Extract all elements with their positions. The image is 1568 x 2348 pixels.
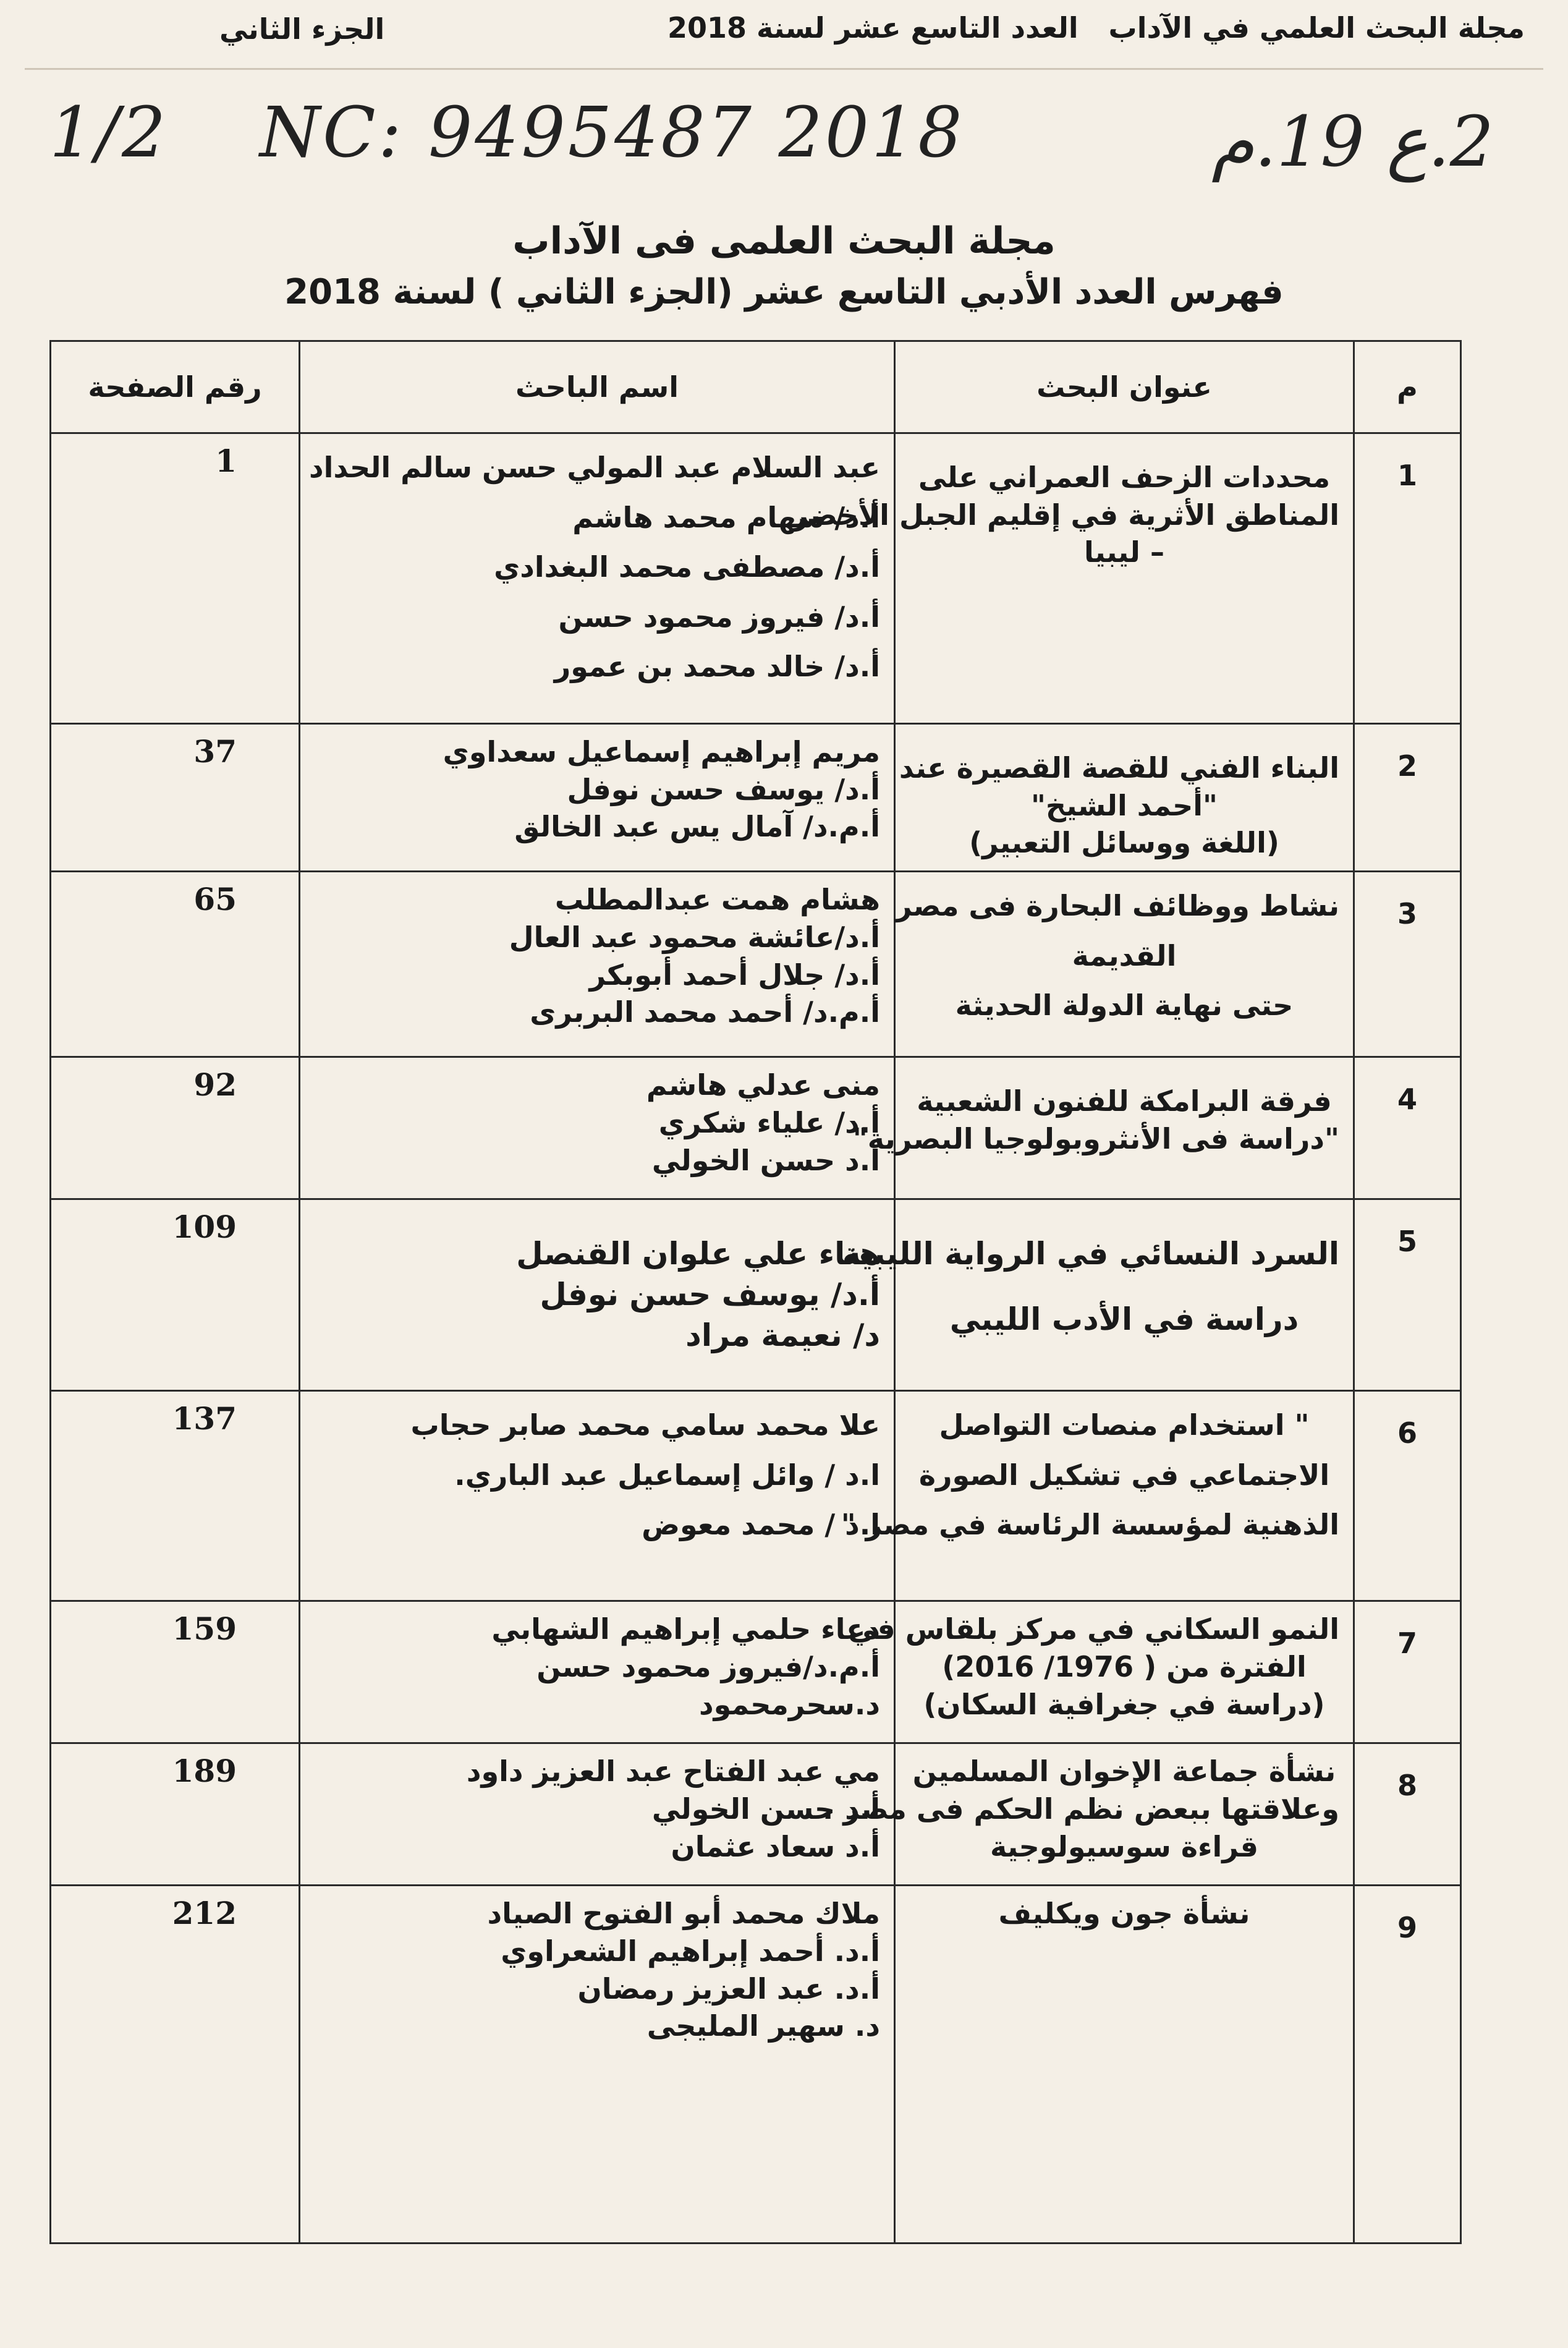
paper-authors [300, 1601, 895, 1743]
author-line: أ.د/ مصطفى محمد البغدادي [494, 550, 880, 584]
page-number: 212 [51, 1886, 300, 2244]
table-row [51, 1199, 1461, 1391]
title-line: – ليبيا [1084, 535, 1164, 569]
title-line: (اللغة ووسائل التعبير) [969, 826, 1279, 860]
handwritten-fraction: 1/2 [49, 93, 169, 173]
author-line: أ.م.د/فيروز محمود حسن [536, 1649, 880, 1683]
title-line: قراءة سوسيولوجية [990, 1829, 1259, 1863]
title-line: القديمة [1072, 938, 1177, 972]
table-row [51, 1743, 1461, 1886]
title-line: النمو السكاني في مركز بلقاس في [848, 1612, 1339, 1646]
header-number: م [1354, 341, 1461, 433]
title-line: "دراسة فى الأنثروبولوجيا البصرية" [852, 1121, 1339, 1155]
row-number: 5 [1354, 1199, 1461, 1391]
author-line: أ.د/ خالد محمد بن عمور [554, 650, 880, 683]
paper-authors [300, 1199, 895, 1391]
author-line: مريم إبراهيم إسماعيل سعداوي [443, 735, 880, 768]
paper-title [792, 433, 1354, 724]
title-line: دراسة في الأدب الليبي [949, 1301, 1299, 1338]
paper-authors [300, 724, 895, 872]
row-number: 9 [1354, 1886, 1461, 2244]
running-header-part: الجزء الثاني [219, 12, 385, 46]
title-line: فرقة البرامكة للفنون الشعبية [917, 1084, 1332, 1118]
author-line: أ.د حسن الخولي [651, 1792, 880, 1826]
author-line: د/ نعيمة مراد [685, 1317, 880, 1354]
author-line: أ.د. أحمد إبراهيم الشعراوي [501, 1934, 880, 1968]
row-number: 7 [1354, 1601, 1461, 1743]
paper-title [841, 1391, 1354, 1601]
header-authors: اسم الباحث [300, 341, 895, 433]
paper-authors [300, 1886, 895, 2244]
paper-title [895, 1886, 1354, 2244]
paper-authors [300, 1391, 895, 1601]
author-line: هناء علي علوان القنصل [516, 1236, 880, 1272]
author-line: عبد السلام عبد المولي حسن سالم الحداد [309, 451, 880, 484]
table-row [51, 1601, 1461, 1743]
table-row [51, 872, 1461, 1057]
author-line: أ.د. عبد العزيز رمضان [577, 1972, 880, 2006]
paper-authors [300, 872, 895, 1057]
title-line: الذهنية لمؤسسة الرئاسة في مصر " [841, 1508, 1339, 1542]
row-number: 2 [1354, 724, 1461, 872]
page-number: 1 [51, 433, 300, 724]
paper-title [822, 1743, 1354, 1886]
author-line: د.سحرمحمود [698, 1687, 880, 1721]
title-line: نشاط ووظائف البحارة فى مصر [896, 889, 1339, 923]
paper-title [895, 872, 1354, 1057]
author-line: علا محمد سامي محمد صابر حجاب [410, 1408, 880, 1442]
author-line: هشام همت عبدالمطلب [554, 883, 880, 917]
title-line: السرد النسائي في الرواية الليبية [842, 1236, 1339, 1272]
author-line: أ.د سعاد عثمان [671, 1829, 880, 1863]
author-line: مي عبد الفتاح عبد العزيز داود [466, 1755, 880, 1789]
row-number: 3 [1354, 872, 1461, 1057]
header-title: عنوان البحث [895, 341, 1354, 433]
page-number: 92 [51, 1057, 300, 1199]
author-line: أ.م.د/ أحمد محمد البربرى [530, 995, 880, 1029]
index-title: فهرس العدد الأدبي التاسع عشر (الجزء الثاني ) لسنة 2018 [284, 272, 1284, 312]
row-number: 4 [1354, 1057, 1461, 1199]
title-line: نشأة جماعة الإخوان المسلمين [912, 1755, 1336, 1789]
page-number: 159 [51, 1601, 300, 1743]
running-header-journal: مجلة البحث العلمي في الآداب [1108, 11, 1525, 45]
page-number: 65 [51, 872, 300, 1057]
table-row [51, 1057, 1461, 1199]
page-number: 37 [51, 724, 300, 872]
handwritten-date: 2.ع 19.م [1211, 102, 1494, 182]
author-line: أ.د/ سهام محمد هاشم [572, 500, 880, 534]
author-line: أ.د/ يوسف حسن نوفل [567, 772, 880, 806]
title-line: " استخدام منصات التواصل [939, 1408, 1310, 1442]
paper-authors [300, 433, 895, 724]
table-header-row [51, 341, 1461, 433]
author-line: منى عدلي هاشم [646, 1068, 880, 1102]
row-number: 6 [1354, 1391, 1461, 1601]
paper-authors [300, 1057, 895, 1199]
author-line: أ.م.د/ آمال يس عبد الخالق [514, 810, 880, 844]
header-divider [25, 68, 1543, 70]
author-line: أ.د/ جلال أحمد أبوبكر [589, 958, 880, 992]
paper-title [895, 724, 1354, 872]
paper-authors [300, 1743, 895, 1886]
paper-title [852, 1057, 1354, 1199]
handwritten-code: NC: 9495487 2018 [260, 93, 965, 173]
title-line: محددات الزحف العمراني على [918, 461, 1331, 494]
author-line: ا.د / محمد معوض [642, 1508, 880, 1542]
title-line: المناطق الأثرية في إقليم الجبل الأخضر [792, 498, 1339, 532]
running-header-issue: العدد التاسع عشر لسنة 2018 [667, 11, 1079, 45]
title-line: البناء الفني للقصة القصيرة عند [899, 751, 1339, 785]
title-line: الاجتماعي في تشكيل الصورة [918, 1458, 1330, 1492]
paper-title [848, 1601, 1354, 1743]
author-line: ا.د / وائل إسماعيل عبد الباري. [454, 1458, 880, 1492]
page-number: 189 [51, 1743, 300, 1886]
title-line: حتى نهاية الدولة الحديثة [955, 989, 1294, 1023]
author-line: أ.د/ علياء شكري [658, 1105, 880, 1139]
author-line: أ.د/ يوسف حسن نوفل [540, 1277, 880, 1313]
table-row [51, 433, 1461, 724]
author-line: د. سهير المليجى [646, 2009, 880, 2043]
author-line: دعاء حلمي إبراهيم الشهابي [491, 1612, 880, 1646]
page-number: 137 [51, 1391, 300, 1601]
author-line: ا.د حسن الخولي [651, 1143, 880, 1177]
table-row [51, 724, 1461, 872]
journal-title: مجلة البحث العلمى فى الآداب [512, 219, 1056, 263]
author-line: ملاك محمد أبو الفتوح الصياد [487, 1897, 880, 1931]
author-line: أ.د/عائشة محمود عبد العال [509, 920, 880, 954]
title-line: الفترة من ( 1976/ 2016) [942, 1649, 1307, 1683]
title-line: وعلاقتها ببعض نظم الحكم فى مصر . [822, 1792, 1339, 1826]
paper-title [842, 1199, 1354, 1391]
row-number: 8 [1354, 1743, 1461, 1886]
title-line: "أحمد الشيخ" [1030, 788, 1218, 822]
header-page: رقم الصفحة [51, 341, 300, 433]
page-number: 109 [51, 1199, 300, 1391]
title-line: (دراسة في جغرافية السكان) [923, 1687, 1325, 1721]
table-row [51, 1391, 1461, 1601]
title-line: نشأة جون ويكليف [998, 1897, 1250, 1931]
contents-table [49, 340, 1462, 2244]
author-line: أ.د/ فيروز محمود حسن [558, 600, 880, 634]
table-row [51, 1886, 1461, 2244]
row-number: 1 [1354, 433, 1461, 724]
